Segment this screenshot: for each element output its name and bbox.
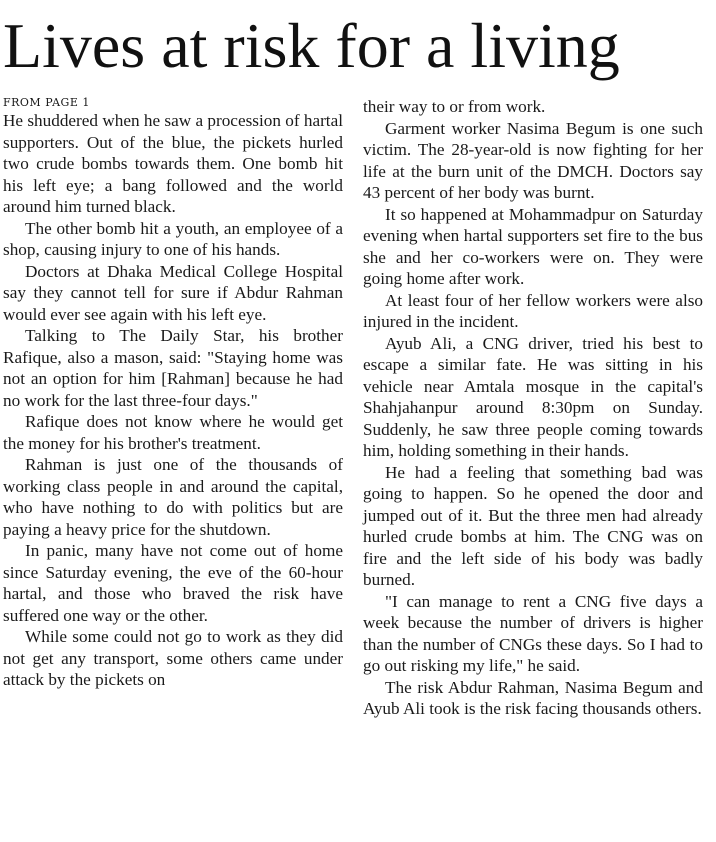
right-column	[363, 96, 703, 720]
paragraph: At least four of her fellow workers were also injured in the incident.	[363, 290, 703, 331]
paragraph: Rafique does not know where he would get the money for his brother's treatment.	[3, 412, 343, 453]
paragraph: Garment worker Nasima Begum is one such victim. The 28-year-old is now fighting for her life at the burn unit of the DMCH. Doctors say 43 percent of her body was burnt.	[363, 118, 703, 202]
paragraph: He had a feeling that something bad was going to happen. So he opened the door and jumped out of it. But the three men had already hurled crude bombs at him. The CNG was on fire and the left side of his body was badly burned.	[363, 462, 703, 589]
paragraph: He shuddered when he saw a procession of hartal supporters. Out of the blue, the pickets hurled two crude bombs towards them. One bomb hit his left eye; a bang followed and the world around him turned black.	[3, 111, 343, 216]
paragraph: Doctors at Dhaka Medical College Hospital say they cannot tell for sure if Abdur Rahman would ever see again with his left eye.	[3, 261, 343, 324]
paragraph: Talking to The Daily Star, his brother Rafique, also a mason, said: "Staying home was not an option for him [Rahman] because he had no work for the last three-four days."	[3, 326, 343, 410]
paragraph: their way to or from work.	[363, 97, 546, 116]
paragraph: Ayub Ali, a CNG driver, tried his best to escape a similar fate. He was sitting in his vehicle near Amtala mosque in the capital's Shahjahanpur around 8:30pm on Sunday. Suddenly, he saw three people coming towards him, holding something in their hands.	[363, 333, 703, 460]
headline: Lives at risk for a living	[3, 10, 620, 81]
paragraph: It so happened at Mohammadpur on Saturday evening when hartal supporters set fire to the bus she and her co-workers were on. They were going home after work.	[363, 204, 703, 288]
paragraph: In panic, many have not come out of home since Saturday evening, the eve of the 60-hour hartal, and those who braved the risk have suffered one way or the other.	[3, 541, 343, 625]
paragraph: While some could not go to work as they did not get any transport, some others came under attack by the pickets on	[3, 627, 343, 689]
paragraph: The risk Abdur Rahman, Nasima Begum and Ayub Ali took is the risk facing thousands others.	[363, 677, 703, 718]
paragraph: The other bomb hit a youth, an employee of a shop, causing injury to one of his hands.	[3, 218, 343, 259]
kicker: FROM PAGE 1	[3, 96, 90, 109]
paragraph: "I can manage to rent a CNG five days a week because the number of drivers is higher than the number of CNGs these days. So I had to go out risking my life," he said.	[363, 591, 703, 675]
left-column	[3, 96, 343, 691]
paragraph: Rahman is just one of the thousands of working class people in and around the capital, who have nothing to do with politics but are paying a heavy price for the shutdown.	[3, 455, 343, 539]
